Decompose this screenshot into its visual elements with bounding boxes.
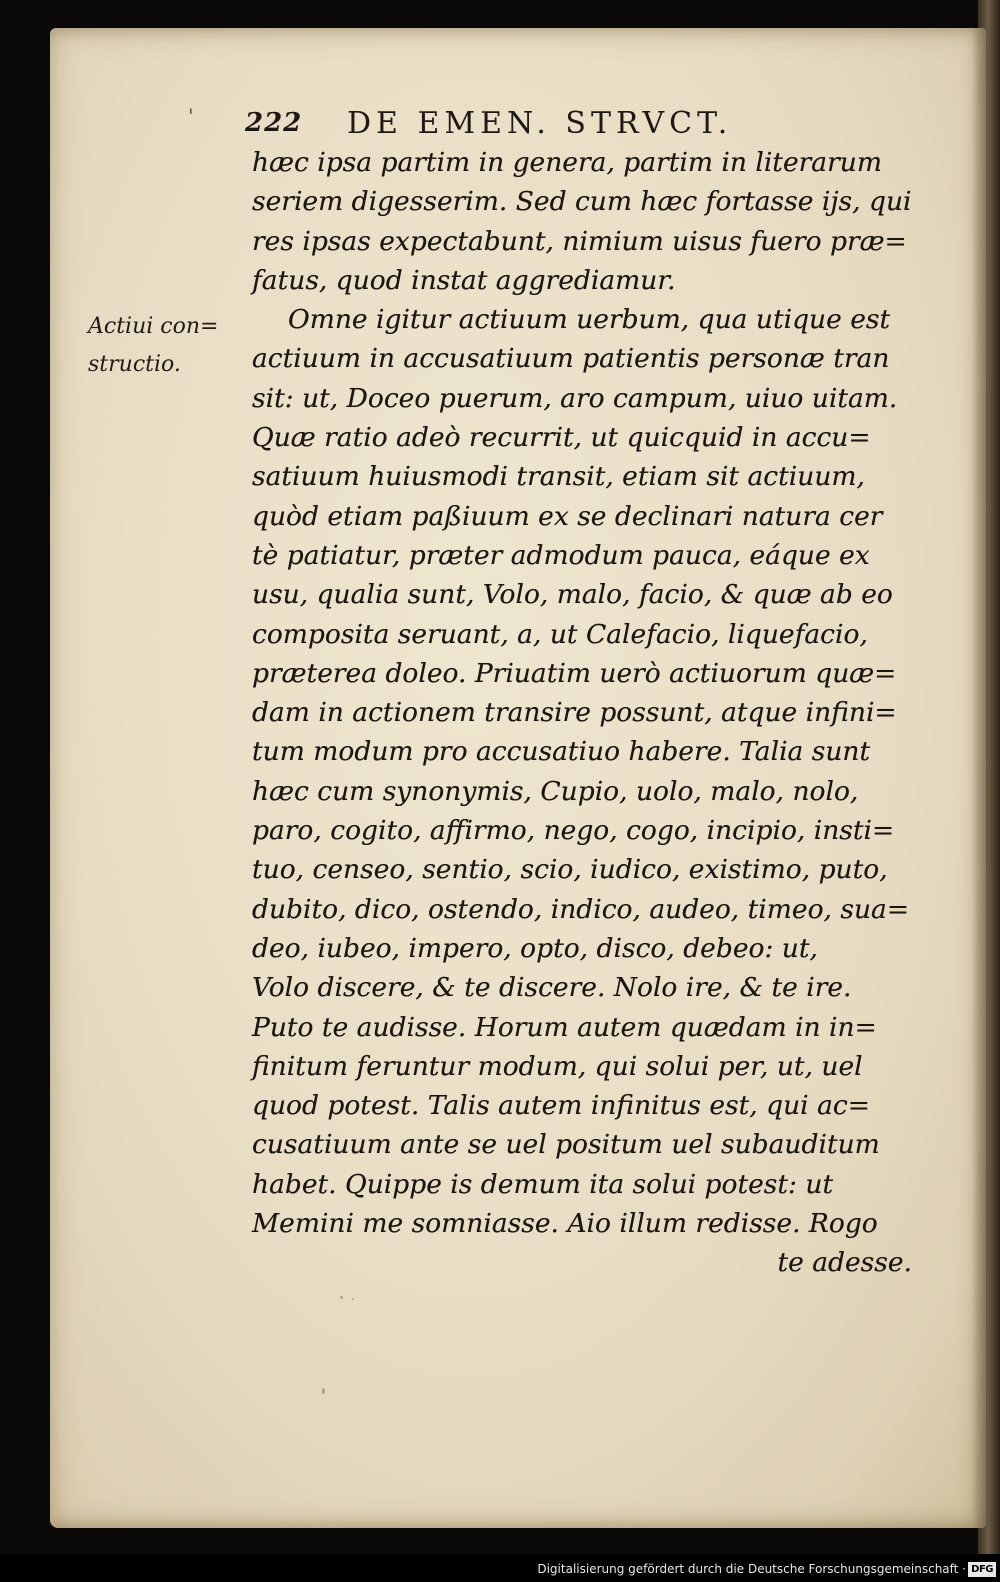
text-line: cusatiuum ante se uel positum uel subauditum: [252, 1129, 880, 1161]
text-line: hæc cum synonymis, Cupio, uolo, malo, nolo,: [252, 775, 859, 807]
text-line: Volo discere, & te discere. Nolo ire, & te ire.: [252, 972, 852, 1004]
text-line: fatus, quod instat aggrediamur.: [252, 264, 676, 296]
text-line: satiuum huiusmodi transit, etiam sit actiuum,: [252, 461, 865, 493]
text-line: tè patiatur, præter admodum pauca, eáque ex: [252, 539, 870, 571]
text-line: sit: ut, Doceo puerum, aro campum, uiuo uitam.: [252, 382, 898, 414]
text-line: præterea doleo. Priuatim uerò actiuorum quæ=: [252, 657, 897, 689]
text-line: finitum feruntur modum, qui solui per, ut, uel: [252, 1050, 863, 1082]
text-line: tuo, censeo, sentio, scio, iudico, existimo, puto,: [252, 854, 888, 886]
dfg-logo: DFG: [968, 1562, 996, 1577]
text-line: hæc ipsa partim in genera, partim in literarum: [252, 147, 882, 178]
text-line: usu, qualia sunt, Volo, malo, facio, & quæ ab eo: [252, 579, 893, 611]
text-line: quod potest. Talis autem infinitus est, qui ac=: [252, 1090, 870, 1122]
page-tick-mark: ': [188, 104, 194, 128]
text-line: dam in actionem transire possunt, atque infini=: [252, 697, 897, 729]
text-line: habet. Quippe is demum ita solui potest: ut: [252, 1168, 834, 1200]
page-header: [245, 106, 845, 146]
paper-speck: [352, 1298, 354, 1300]
text-line: Quæ ratio adeò recurrit, ut quicquid in accu=: [252, 422, 871, 454]
text-line: paro, cogito, affirmo, nego, cogo, incipio, insti=: [252, 815, 895, 847]
text-line: Puto te audisse. Horum autem quædam in in=: [252, 1011, 877, 1043]
text-line: tum modum pro accusatiuo habere. Talia sunt: [252, 736, 871, 768]
page-number: 222: [245, 108, 303, 138]
text-line: Omne igitur actiuum uerbum, qua utique est: [288, 304, 891, 336]
text-line: actiuum in accusatiuum patientis personæ tran: [252, 343, 890, 375]
margin-note-line-2: structio.: [88, 352, 181, 377]
text-line: composita seruant, a, ut Calefacio, liquefacio,: [252, 618, 868, 650]
text-line: Memini me somniasse. Aio illum redisse. Rogo: [252, 1208, 878, 1240]
text-line: res ipsas expectabunt, nimium uisus fuero præ=: [252, 225, 907, 257]
footer-bar: [0, 1554, 1000, 1582]
paper-speck: [322, 1388, 325, 1394]
digitization-credit: Digitalisierung gefördert durch die Deutsche Forschungsgemeinschaft ·: [537, 1562, 966, 1576]
running-head: DE EMEN. STRVCT.: [347, 106, 733, 141]
text-line: te adesse.: [777, 1247, 912, 1279]
text-line: deo, iubeo, impero, opto, disco, debeo: ut,: [252, 932, 818, 964]
text-line: quòd etiam paßiuum ex se declinari natura cer: [252, 500, 883, 532]
paper-speck: [340, 1296, 343, 1299]
body-text: [252, 143, 912, 1283]
text-line: seriem digesserim. Sed cum hæc fortasse ijs, qui: [252, 186, 912, 218]
margin-note-line-1: Actiui con=: [88, 314, 219, 339]
text-line: dubito, dico, ostendo, indico, audeo, timeo, sua=: [252, 893, 910, 925]
